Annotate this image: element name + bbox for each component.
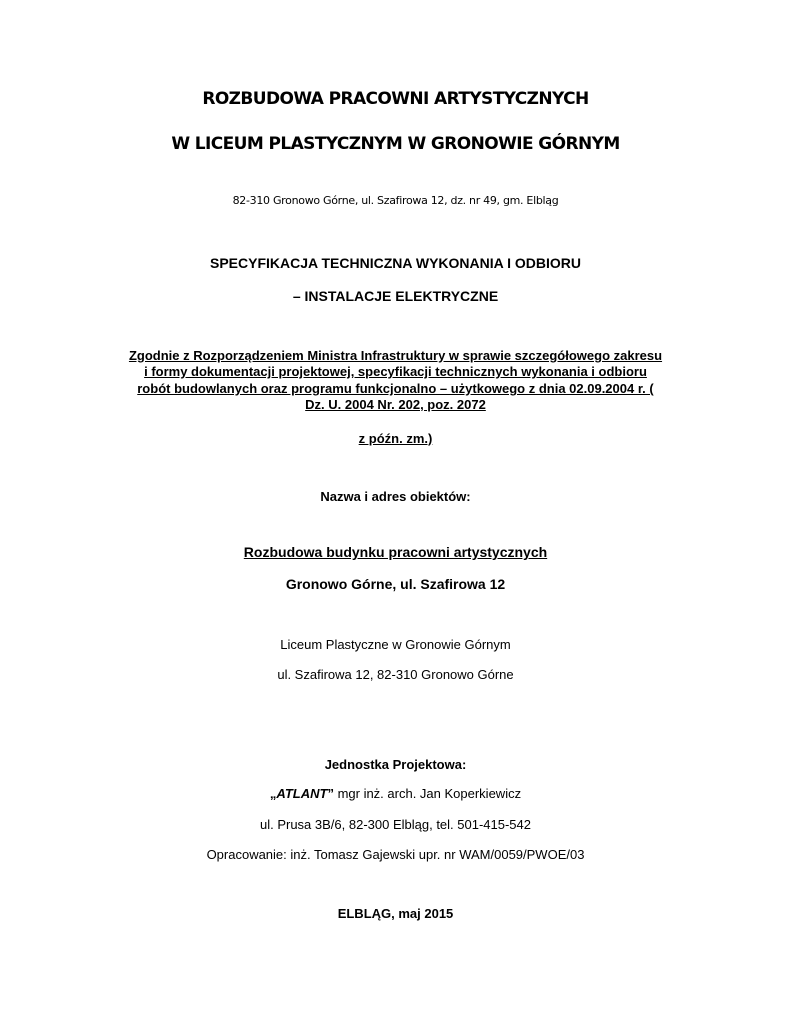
prepared-by: Opracowanie: inż. Tomasz Gajewski upr. nr WAM/0059/PWOE/03 xyxy=(206,847,585,862)
regulation-line: robót budowlanych oraz programu funkcjonalno – użytkowego z dnia 02.09.2004 r. ( xyxy=(137,381,654,396)
designer-line xyxy=(0,787,791,800)
designer-company: ATLANT xyxy=(276,786,328,801)
designer-address: ul. Prusa 3B/6, 82-300 Elbląg, tel. 501-415-542 xyxy=(259,817,531,832)
place-date: ELBLĄG, maj 2015 xyxy=(337,906,454,921)
designer-heading: Jednostka Projektowa: xyxy=(324,757,467,772)
regulation-line: Zgodnie z Rozporządzeniem Ministra Infrastruktury w sprawie szczegółowego zakresu xyxy=(128,348,663,363)
regulation-line: Dz. U. 2004 Nr. 202, poz. 2072 xyxy=(305,397,486,412)
title-line-1: ROZBUDOWA PRACOWNI ARTYSTYCZNYCH xyxy=(202,89,589,109)
investor-name: Liceum Plastyczne w Gronowie Górnym xyxy=(280,637,511,652)
investor-address: ul. Szafirowa 12, 82-310 Gronowo Górne xyxy=(277,667,514,682)
designer-quote-open: „ xyxy=(269,786,277,801)
spec-title-line-1: SPECYFIKACJA TECHNICZNA WYKONANIA I ODBIORU xyxy=(209,255,581,271)
designer-person: mgr inż. arch. Jan Koperkiewicz xyxy=(333,786,522,801)
designer-quote-close: ” xyxy=(327,786,334,801)
spec-title-line-2: – INSTALACJE ELEKTRYCZNE xyxy=(292,288,499,304)
regulation-line: z późn. zm.) xyxy=(358,431,433,446)
objects-heading: Nazwa i adres obiektów: xyxy=(320,489,471,504)
title-line-2: W LICEUM PLASTYCZNYM W GRONOWIE GÓRNYM xyxy=(171,134,620,154)
regulation-line: i formy dokumentacji projektowej, specyfikacji technicznych wykonania i odbioru xyxy=(144,364,647,379)
site-address: 82-310 Gronowo Górne, ul. Szafirowa 12, dz. nr 49, gm. Elbląg xyxy=(232,194,559,207)
object-address: Gronowo Górne, ul. Szafirowa 12 xyxy=(285,576,506,592)
object-name: Rozbudowa budynku pracowni artystycznych xyxy=(243,544,548,560)
